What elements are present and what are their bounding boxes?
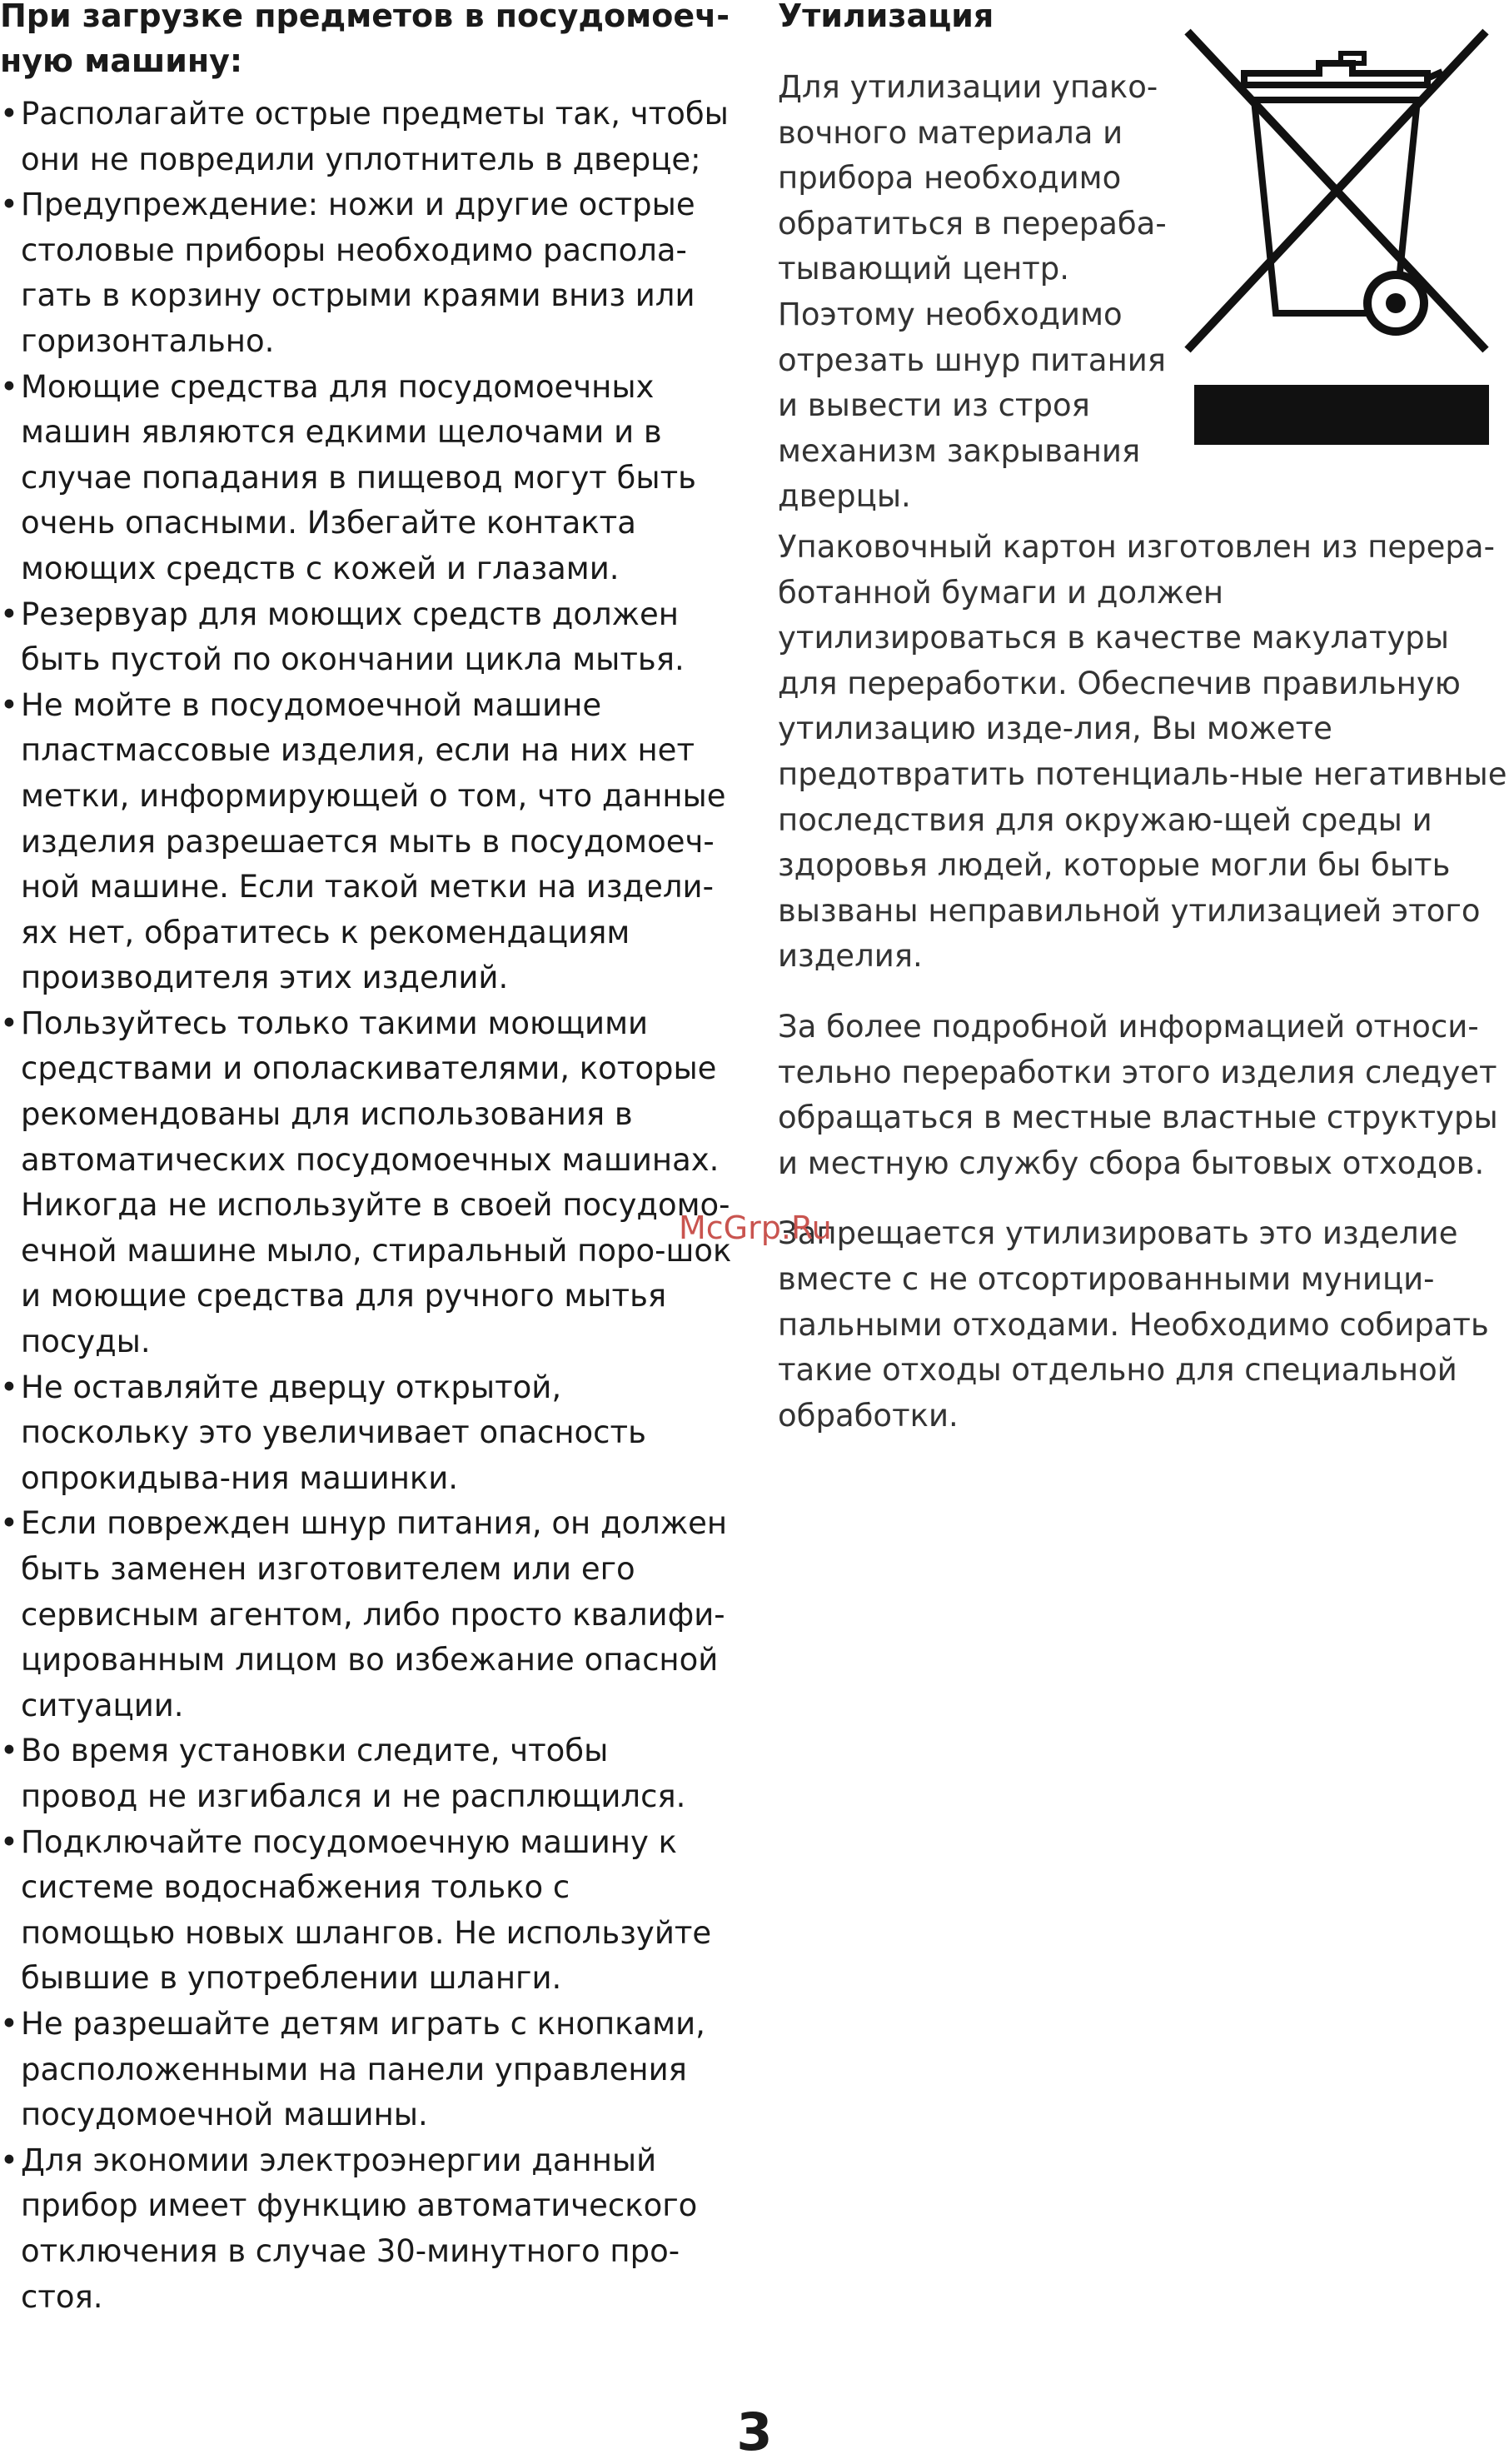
disposal-intro: Для утилизации упако-вочного материала и прибора необходимо обратиться в перераба-тывающий центр. Поэтому необходимо отрезать шнур питания и вывести из строя механизм закрывания дверцы. [778, 69, 1167, 515]
left-column [0, 0, 733, 2320]
bullet-item: • Не оставляйте дверцу открытой, поскольку это увеличивает опасность опрокидыва-ния машинки. [0, 1365, 733, 1502]
bullet-item: • Если поврежден шнур питания, он должен быть заменен изготовителем или его сервисным агентом, либо просто квалифи-цированным лицом во избежание опасной ситуации. [0, 1501, 733, 1728]
disposal-header-block [778, 0, 1507, 525]
bullet-item: • Пользуйтесь только такими моющими средствами и ополаскивателями, которые рекомендованы для использования в автоматических посудомоечных машинах. Никогда не используйте в своей посудомо-ечной машине мыло, стиральный поро-шок и моющие средства для ручного мытья посуды. [0, 1001, 733, 1365]
crossed-out-wheelie-bin-icon [1178, 20, 1494, 445]
bullet-item: • Предупреждение: ножи и другие острые столовые приборы необходимо распола-гать в корзину острыми краями вниз или горизонтально. [0, 182, 733, 364]
bullet-item: • Резервуар для моющих средств должен быть пустой по окончании цикла мытья. [0, 592, 733, 683]
disposal-paragraph: За более подробной информацией относи-тельно переработки этого изделия следует обращаться в местные властные структуры и местную службу сбора бытовых отходов. [778, 1008, 1498, 1181]
bullet-item: • Подключайте посудомоечную машину к системе водоснабжения только с помощью новых шлангов. Не используйте бывшие в употреблении шланги. [0, 1820, 733, 2002]
disposal-title: Утилизация [778, 0, 994, 34]
bullet-item: • Моющие средства для посудомоечных машин являются едкими щелочами и в случае попадания в пищевод могут быть очень опасными. Избегайте контакта моющих средств с кожей и глазами. [0, 365, 733, 592]
bullet-item: • Во время установки следите, чтобы провод не изгибался и не расплющился. [0, 1728, 733, 1819]
bullet-item: • Располагайте острые предметы так, чтобы они не повредили уплотнитель в дверце; [0, 92, 733, 182]
disposal-paragraph: Упаковочный картон изготовлен из перера-ботанной бумаги и должен утилизироваться в качестве макулатуры для переработки. Обеспечив правильную утилизацию изде-лия, Вы можете предотвратить потенциаль-ные негативные последствия для окружаю-щей среды и здоровья людей, которые могли бы быть вызваны неправильной утилизацией этого изделия. [778, 529, 1507, 975]
bullet-item: • Для экономии электроэнергии данный прибор имеет функцию автоматического отключения в случае 30-минутного про-стоя. [0, 2138, 733, 2320]
safety-bullet-list [0, 92, 733, 2320]
loading-heading: При загрузке предметов в посудомоеч-ную машину: [0, 0, 730, 79]
bullet-item: • Не разрешайте детям играть с кнопками, расположенными на панели управления посудомоечной машины. [0, 2002, 733, 2138]
page-number: 3 [736, 2402, 773, 2462]
watermark: McGrp.Ru [679, 1210, 832, 1246]
bullet-item: • Не мойте в посудомоечной машине пластмассовые изделия, если на них нет метки, информирующей о том, что данные изделия разрешается мыть в посудомоеч-ной машине. Если такой метки на издели-ях нет, обратитесь к рекомендациям производителя этих изделий. [0, 683, 733, 1001]
right-column [778, 0, 1507, 1464]
disposal-paragraph: Запрещается утилизировать это изделие вместе с не отсортированными муници-пальными отходами. Необходимо собирать такие отходы отдельно для специальной обработки. [778, 1215, 1489, 1434]
